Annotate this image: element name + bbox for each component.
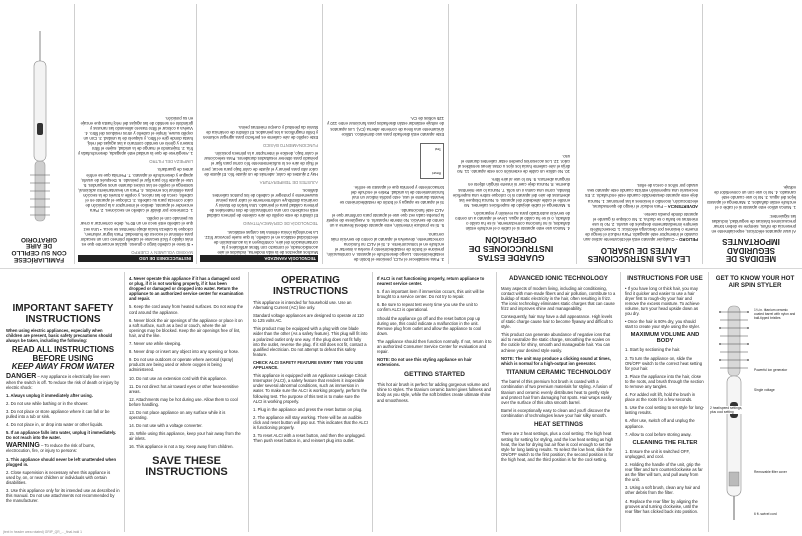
es-panel-1: [8, 6, 70, 262]
label-cord: 6 ft. swivel cord: [754, 512, 777, 516]
warning-item: 2. Close supervision is necessary when this appliance is used by, on, or near children or individuals with certain disabilities.: [6, 469, 111, 485]
styler-illustration-es: [10, 27, 70, 227]
danger-item: 5. If an appliance falls into water, unplug it immediately. Do not reach into the water.: [6, 430, 117, 441]
divider: [496, 272, 497, 532]
es-familiarize-title: FAMILIARÍCESE CON SU CEPILLO DE AIRE GIRATORIO: [11, 235, 67, 263]
operating-text: This appliance is intended for household use. Use an Alternating Current (AC) line only.: [253, 300, 352, 311]
operating-text: Standard voltage appliances are designed to operate at 110 to 125 volts AC.: [253, 313, 364, 324]
divider: [322, 4, 323, 264]
volume-item: 7. Allow to cool before storing away.: [625, 431, 692, 437]
warning-item: 9. Do not use outdoors or operate where aerosol (spray) products are being used or where oxygen is being administered.: [129, 357, 234, 373]
en-safety-intro: When using electric appliances, especially when children are present, basic safety precautions should always be taken, including the following:: [6, 328, 113, 344]
alci-text: 1. Plug in the appliance and press the reset button on plug.: [253, 406, 363, 412]
titanium-text: The barrel of this premium hot brush is coated with a combination of two premium materials for styling. A fusion of titanium and ceramic evenly distributes heat to gently style and protect hair from damaging hot spots. Hair wraps easily over the surface of this ultra smooth barrel.: [501, 379, 613, 405]
divider: [74, 4, 75, 264]
volume-item: 2. To turn the appliance on, slide the ON/OFF switch to the correct heat setting for your hair.: [625, 355, 703, 371]
danger-item: 2. Do not use while bathing or in the shower.: [6, 400, 89, 406]
es-panel-3: TECNOLOGÍA AVANZADA Muchos aspectos de la vida moderna, incluidos el aire acondicionado, el contacto con fibras artificiales y la contaminación del aire, contribuyen a la acumulación de electricidad estática en el cabello, lo que suele provocar frizz. La tecnología iónica elimina las cargas estáticas. TECNOLOGÍA DE CERÁMICA/TITANIO El cilindro de este cepillo de aire caliente de primera calidad está recubierto con una combinación de dos materiales de primera calidad para el peinado. Una fusión de titanio y cerámica distribuye uniformemente el calor para peinar suavemente y proteger el cabello de los puntos calientes dañinos. AJUSTES DE TEMPERATURA Hay 2 ajustes de calor, además de un ajuste frío. El ajuste de calor alto para peinar y el ajuste de calor bajo para secar, pero el flujo de aire es lo suficientemente frío como para fijar el peinado para obtener resultados duraderos. Para seleccionar el calor bajo, deslice el interruptor a la primera posición. FUNCIONAMIENTO BÁSICO Este cepillo de aire caliente es perfecto para agregar volumen y brillo magníficos a los peinados. El cilindro de cerámica de titanio da plenitud y cuerpo mientras peina.: [200, 6, 318, 262]
en-panel-get-to-know: [712, 276, 798, 528]
warning-item: 10. Do not use an extension cord with this appliance.: [129, 375, 228, 381]
en-operating-title: OPERATING INSTRUCTIONS: [273, 275, 348, 297]
es-safety-title: MEDIDAS DE SEGURIDAD IMPORTANTES: [722, 237, 780, 263]
test-label: Test: [434, 146, 441, 151]
en-danger-text: – Any appliance is electrically live even when the switch is off. To reduce the risk of death or injury by electric shock:: [6, 374, 119, 390]
advanced-text: Consequently, hair may have a dull appearance. High levels of static charge cause hair to become flyaway and difficult to style.: [501, 313, 613, 330]
warning-item: 13. Do not place appliance on any surface while it is operating.: [129, 409, 226, 421]
es-panel-2: INSTRUCCIONES DE USO MÁXIMO VOLUMEN Y CUERPO • Si tiene el cabello largo o grueso, quizás encuentre que es más rápido y fácil secarse el cabello primero con un secador para eliminar el exceso de humedad. Para lograr volumen, coloque la cabeza hacia abajo mientras se seca. • Una vez que el cabello esté seco en un 80 %, debe comenzar a crear su peinado con el cepillo. 1. Comience por dividir el cabello en secciones. 2. Para encender el aparato, deslice el interruptor a la posición de calor correcta para su cabello. 3. Coloque el aparato en el cabello, cerca de las raíces, y cepille a través de la sección para eliminar los enredos. 4. Para un levantamiento adicional, sostenga el cepillo en las raíces durante unos segundos. 5. Use el ajuste frío para fijar el peinado. 6. Después de usarlo, apague y desenchufe el aparato. 7. Permita que se enfríe antes de guardarlo. LIMPIEZA DEL FILTRO 1. Asegúrese de que la unidad esté apagada, desenchufada y fría. 2. Sujetando el mango de la unidad, sujete el filtro trasero y gírelo en sentido contrario a las agujas del reloj, hasta donde gire el filtro, y sáquelo de la unidad. 3. Con un cepillo suave, limpie el cabello y otros residuos del filtro. 4. Vuelva a colocar el filtro trasero alineando las ranuras y girándolo en sentido de las agujas del reloj hasta que encaje en su posición.: [77, 115, 193, 261]
en-getting-started-title: GETTING STARTED: [404, 371, 465, 379]
advanced-note: NOTE: The unit may produce a clicking sound at times, which is normal for a high-output ion generator.: [501, 355, 611, 366]
en-heat-title: HEAT SETTINGS: [533, 420, 584, 428]
operating-text: This product may be equipped with a plug with one blade wider than the other (As a safety feature). This plug will fit into a polarized outlet only one way. If the plug does not fit fully into the outlet, reverse the plug. If it still does not fit, contact a qualified electrician. Do not attempt to defeat this safety feature.: [253, 326, 368, 357]
cleaning-item: 3. Using a soft brush, clean any hair and other debris from the filter.: [625, 485, 700, 496]
divider: [448, 4, 449, 264]
label-swivel: Single voltage: [754, 388, 775, 392]
es-ionic-title: TECNOLOGÍA DE CERÁMICA/TITANIO: [243, 221, 318, 227]
fold-line: [0, 268, 802, 269]
en-panel-getting-started: [377, 276, 492, 528]
en-titanium-title: TITANIUM CERAMIC TECHNOLOGY: [505, 368, 612, 376]
warning-item: 5. Keep the cord away from heated surfaces. Do not wrap the cord around the appliance.: [129, 304, 244, 315]
es-volume-title: MÁXIMO VOLUMEN Y CUERPO: [131, 249, 193, 255]
volume-item: 3. Place the appliance into the hair, close to the roots, and brush through the section to remove any tangles.: [625, 373, 704, 389]
es-getstarted-title: FUNCIONAMIENTO BÁSICO: [262, 143, 318, 149]
en-panel-operating: [253, 276, 368, 528]
warning-item: 14. Do not use with a voltage converter.: [129, 423, 203, 429]
es-panel-6: LEA LAS INSTRUCCIONES ANTES DE USARLO PELIGRO – Cualquier aparato está eléctricamente activo aun cuando el interruptor esté apagado. Para reducir el riesgo de muerte o lesiones por descarga eléctrica: 1. Desenchúfelo siempre inmediatamente después de usarlo. 2. No lo use mientras se baña o se ducha. 3. No coloque ni guarde el aparato donde pueda caerse. ADVERTENCIA – Para reducir el riesgo de quemaduras, electrocución, incendio o lesiones a las personas: 1. Nunca deje este aparato desatendido cuando esté enchufado. 2. Es necesario una supervisión estricta cuando este aparato sea usado por niños o cerca de ellos.: [580, 6, 698, 262]
alci-note: The appliance should then function normally. If not, return it to an authorized Consumer Service Center for evaluation and repair.: [377, 338, 492, 355]
divider: [702, 4, 703, 264]
es-keep-title: GUARDE ESTAS INSTRUCCIONES DE OPERACIÓN: [468, 235, 554, 263]
en-safety-title: IMPORTANT SAFETY INSTRUCTIONS: [12, 303, 114, 325]
volume-item: 1. Start by sectioning the hair.: [625, 347, 681, 353]
en-volume-title: MAXIMUM VOLUME AND BODY: [630, 332, 700, 345]
label-barrel: 1¼ in. titanium ceramic coated barrel with nylon and ball-tipped bristles: [754, 308, 796, 320]
en-alci-title: CHECK ALCI SAFETY FEATURE EVERY TIME YOU USE APPLIANCE.: [253, 359, 364, 371]
label-heat: 2 heat/speed settings, plus cool setting: [710, 406, 746, 414]
plug-diagram: [420, 143, 444, 179]
instructions-pre: • If you have long or thick hair, you may find it quicker and easier to use a hair dryer first to rough-dry your hair and remove the excess moisture. To achieve volume, turn your head upside down as you dry.: [625, 285, 700, 316]
titanium-text: Barrel is exceptionally easy to clean and you'll discover the combination of technologies leave your hair silky smooth.: [501, 407, 611, 418]
alci-note: Should the appliance go off and the reset button pop up during use, this could indicate a malfunction in the unit. Remove plug from outlet and allow the appliance to cool down.: [377, 315, 482, 336]
heat-text: There are 2 heat settings, plus a cool setting. The high heat setting for setting for styling, and the low heat setting as high heat, the low for drying but air flow is cool enough to set the style for long lasting results. To select the low heat, slide the ON/OFF switch to the first position; the second position is for the high heat, and the third position is for the cool setting.: [501, 431, 614, 462]
warning-item: 6. Never block the air openings of the appliance or place it on a soft surface, such as a bed or couch, where the air openings may be blocked. Keep the air openings free of lint, hair, and the like.: [129, 317, 243, 338]
warning-item: 3. Use this appliance only for its intended use as described in this manual. Do not use attachments not recommended by the manufacturer.: [6, 488, 120, 504]
warning-item: 4. Never operate this appliance if it has a damaged cord or plug, if it is not working properly, if it has been dropped or damaged or dropped into water. Return the appliance to an authorized service center for examination and repair.: [129, 276, 244, 302]
en-read-all: READ ALL INSTRUCTIONS BEFORE USING: [11, 345, 115, 363]
volume-item: 4. For added volt lift, hold the brush in place at the roots for a few seconds.: [625, 392, 696, 403]
es-read-title: LEA LAS INSTRUCCIONES ANTES DE USARLO: [587, 245, 691, 263]
en-panel-warnings: [129, 276, 244, 528]
divider: [708, 272, 709, 532]
en-danger-label: DANGER: [6, 373, 37, 381]
divider: [248, 272, 249, 532]
divider: [372, 272, 373, 532]
alci-text: 2. The appliance will stay working. There will be an audible click and reset button will pop out. This indicates that the ALCI is functioning properly.: [253, 414, 368, 430]
alci-more: 6. Be sure to repeat test every time you use the unit to confirm ALCI is operational.: [377, 302, 478, 313]
danger-item: 4. Do not place in, or drop into water or other liquids.: [6, 422, 104, 428]
instructions-pre: • Once the hair is 80% dry, you should start to create your style using the styler.: [625, 319, 700, 330]
print-footer: (text in header area rotated) GRIP_QR_..._final.indd 1: [3, 530, 82, 534]
cleaning-item: 1. Ensure the unit is switched OFF, unplugged, and cool.: [625, 448, 690, 459]
volume-item: 6. After use, switch off and unplug the appliance.: [625, 418, 695, 429]
es-panel-7: MEDIDAS DE SEGURIDAD IMPORTANTES Al usar aparatos eléctricos, especialmente en presencia de niños, siempre se deben tomar precauciones básicas de seguridad, incluidas las siguientes: 1. Nunca utilice este aparato si el cable o el enchufe están dañados. 2. Mantenga el aparato lejos del agua. 3. No lo use cuando esté cansado. 4. No lo use con un convertidor de voltaje.: [707, 185, 796, 263]
en-alci-fail: If ALCI is not functioning properly, return appliance to nearest service center.: [377, 276, 485, 287]
warning-item: 16. This appliance is not a toy. Keep away from children.: [129, 444, 234, 450]
warning-item: 7. Never use while sleeping.: [129, 341, 182, 347]
es-heat-title: AJUSTES DE TEMPERATURA: [259, 179, 318, 185]
label-power: Powerful ion generator: [754, 368, 788, 372]
getting-started-text: This hot air brush is perfect for adding gorgeous volume and shine to styles. The titanium ceramic barrel gives fullness and body as you style, while the soft bristles create ultimate shine and smoothness.: [377, 382, 491, 403]
es-advertencia-label: ADVERTENCIA: [667, 203, 698, 209]
en-cleaning-title: CLEANING THE FILTER: [632, 439, 698, 446]
divider: [124, 272, 125, 532]
warning-item: 8. Never drop or insert any object into any opening or hose.: [129, 349, 240, 355]
divider: [196, 4, 197, 264]
volume-item: 5. Use the cool setting to set style for long-lasting results.: [625, 405, 705, 416]
en-save-title: SAVE THESE INSTRUCTIONS: [145, 454, 228, 479]
reset-label: Reset: [432, 170, 441, 175]
en-warning-text: – To reduce the risk of burns, electrocution, fire, or injury to persons:: [6, 443, 95, 454]
divider: [576, 4, 577, 264]
alci-text: 3. To reset ALCI with a reset button, and then the unplugged. Then push reset button in, and reinsert plug into outlet.: [253, 433, 366, 444]
divider: [620, 272, 621, 532]
es-tech-title: TECNOLOGÍA AVANZADA: [200, 255, 318, 262]
advanced-text: Many aspects of modern living, including air conditioning, contact with man-made fibers and air pollution, contribute to a buildup of static electricity in the hair, often resulting in frizz. The ionic technology eliminates static charges that can cause frizz and improves shine and manageability.: [501, 285, 616, 311]
es-use-title: INSTRUCCIONES DE USO: [78, 255, 193, 262]
alci-text: This appliance is equipped with an Appliance Leakage Circuit Interrupter (ALCI), a safety feature that renders it inoperable under several abnormal conditions, such as immersion in water. To make sure the ALCI is working properly, perform the following test. The purpose of this test is to make sure the ALCI is working properly.: [253, 373, 368, 404]
en-instructions-title: INSTRUCTIONS FOR USE: [627, 275, 703, 282]
danger-item: 1. Always unplug it immediately after using.: [6, 392, 93, 398]
es-clean-title: LIMPIEZA DEL FILTRO: [149, 159, 193, 165]
en-keep-away: KEEP AWAY FROM WATER: [11, 362, 115, 372]
en-panel-safety: [6, 304, 120, 528]
cleaning-item: 2. Holding the handle of the unit, grip the rear filter and turn counterclockwise as far as the filter will turn, and pull away from the unit.: [625, 461, 703, 483]
es-text-block: • Si tiene el cabello largo o grueso, quizás encuentre que es más rápido y fácil secarse el cabello primero con un secador para eliminar el exceso de humedad. Para lograr volumen, coloque la cabeza hacia abajo mientras se seca. • Una vez que el cabello esté seco en un 80 %, debe comenzar a crear su peinado con el cepillo.: [80, 216, 193, 247]
advanced-text: This product can generate abundance of negative ions that aid to neutralize the static charge, smoothing the scales on the cuticle for shiny, smooth and manageable hair. You can achieve your desired style easily.: [501, 332, 611, 353]
es-peligro-label: PELIGRO: [679, 237, 698, 243]
label-filter: Removable filter cover: [754, 470, 787, 474]
cleaning-item: 4. Replace the rear filter by aligning the grooves and turning clockwise, until the rear filter has clicked back into position.: [625, 498, 699, 514]
alci-warn: NOTE: Do not use this styling appliance on hair extensions.: [377, 357, 472, 368]
danger-item: 3. Do not place or store appliance where it can fall or be pulled into a tub or sink.: [6, 408, 110, 420]
es-panel-4: 3. Para restablecer el ALCI, presione el botón de restablecimiento. Luego desenchufe el aparato. A continuación, presione el botón de restablecimiento y vuelva a insertar el enchufe en el tomacorriente. 4. Si el ALCI no funciona correctamente, devuelva el aparato al centro de servicio más cercano. 5. Si se produce inmersión, este aparato deberá llevarse a un centro de servicio. No intente repararlo. 6. Asegúrese de repetir la prueba cada vez que use el aparato para confirmar que el ALCI esté funcionando. Si el aparato se apaga y el botón de restablecimiento se levanta durante el uso, esto podría indicar un mal funcionamiento de la unidad. Retire el enchufe del tomacorriente y permita que el aparato se enfríe. Reset Test Este aparato está diseñado para uso doméstico. Utilice únicamente una línea de corriente alterna (CA). Los aparatos de voltaje estándar están diseñados para funcionar entre 110 y 125 voltios de CA.: [326, 116, 444, 262]
en-warning-label: WARNING: [6, 442, 40, 450]
warning-item: 15. While using this appliance, keep your hair away from the air inlets.: [129, 431, 241, 442]
en-panel-instructions: [625, 276, 705, 528]
warning-item: 11. Do not direct hot air toward eyes or other heat-sensitive areas.: [129, 383, 239, 394]
warning-item: 12. Attachments may be hot during use. Allow them to cool before handling.: [129, 396, 238, 407]
en-advanced-title: ADVANCED IONIC TECHNOLOGY: [509, 275, 608, 282]
alci-more: 5. If an important item if immersion occurs, this unit will be brought to a service center. Do not try to repair.: [377, 289, 485, 300]
es-panel-5: GUARDE ESTAS INSTRUCCIONES DE OPERACIÓN 4. Nunca use este aparato si el cable o el enchufe están dañados, si no funciona correctamente, si se ha caído o dañado, o si se ha caído al agua. Lleve el aparato a un centro de servicio autorizado para su revisión y reparación. 5. Mantenga el cable alejado de superficies calientes. No enrolle el cable alrededor del aparato. 6. Nunca bloquee las aberturas de aire del aparato ni lo coloque sobre una superficie blanda, como una cama o un sofá. 7. Nunca lo use mientras duerme. 8. Nunca deje caer ni inserte ningún objeto en ninguna abertura. 9. No lo use al aire libre. 10. No utilice un cable de extensión con este aparato. 11. No dirija el aire caliente hacia los ojos u otras áreas sensibles al calor. 12. Los accesorios pueden estar calientes durante el uso.: [452, 154, 570, 263]
en-panel-technology: [501, 276, 616, 528]
warning-item: 1. This appliance should never be left unattended when plugged in.: [6, 456, 117, 467]
en-grip-title: GET TO KNOW YOUR HOT AIR SPIN STYLER: [715, 275, 795, 289]
